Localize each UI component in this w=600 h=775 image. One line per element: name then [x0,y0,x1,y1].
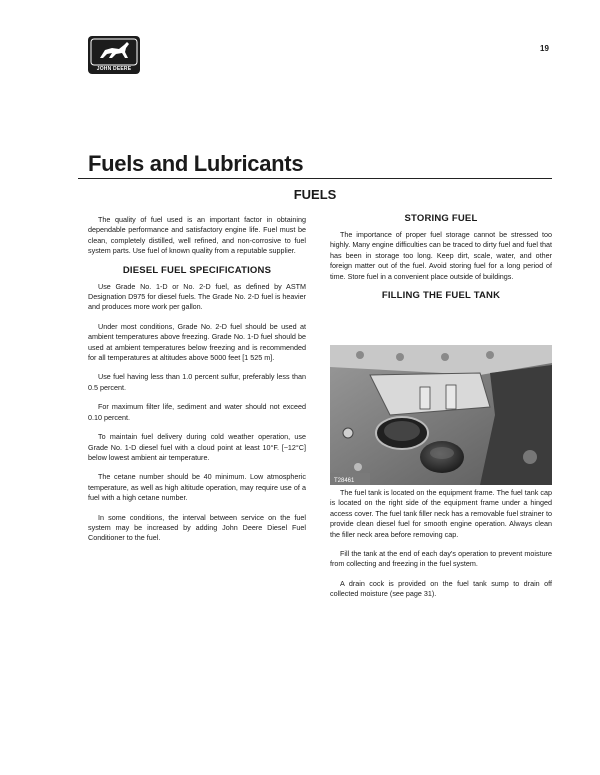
fuel-tank-image [330,345,552,485]
intro-paragraph: The quality of fuel used is an important factor in obtaining dependable performance and satisfactory engine life. Fuel must be clean, completely distilled, well refined, and non-corrosive to fuel system parts. Use fuel of known quality from a reputable supplier. [88,215,306,256]
spec-paragraph-2: Under most conditions, Grade No. 2-D fuel should be used at ambient temperatures above freezing. Grade No. 1-D fuel should be used at ambient temperatures below freezing and is recommended for all temperatures at altitudes above 5000 feet [1 525 m]. [88,321,306,363]
page-title: Fuels and Lubricants [88,151,304,176]
spec-paragraph-7: In some conditions, the interval between service on the fuel system may be increased by adding John Deere Diesel Fuel Conditioner to the fuel. [88,512,306,543]
fuel-tank-photo [330,345,552,485]
title-rule [78,178,552,179]
john-deere-logo [88,36,140,74]
spec-paragraph-4: For maximum filter life, sediment and water should not exceed 0.10 percent. [88,402,306,422]
storing-fuel-paragraph: The importance of proper fuel storage cannot be stressed too highly. Many engine difficulties can be traced to dirty fuel and fuel that has been in storage too long. Keep dirt, scale, water, and other foreign matter out of the fuel. Avoid storing fuel for a long period of time. Store fuel in a convenient place outside of buildings. [330,230,552,281]
diesel-fuel-specifications-heading: DIESEL FUEL SPECIFICATIONS [122,264,272,276]
right-column [330,209,552,301]
spec-paragraph-5: To maintain fuel delivery during cold weather operation, use Grade No. 1-D diesel fuel with a cloud point at least 10°F. [−12°C] below lowest ambient air temperature. [88,432,306,462]
spec-paragraph-1: Use Grade No. 1-D or No. 2-D fuel, as defined by ASTM Designation D975 for diesel fuels. The Grade No. 2-D fuel is heavier and produces more work per gallon. [88,281,306,312]
section-heading: FUELS [293,187,337,202]
right-column-lower [330,488,552,600]
filling-paragraph-1: The fuel tank is located on the equipment frame. The fuel tank cap is located on the right side of the equipment frame under a hinged access cover. The fuel tank filler neck has a removable fuel strainer to provide clean diesel fuel for smooth engine operation. Always clean the filler neck area before removing cap. [330,488,552,539]
page-number: 19 [540,44,549,53]
photo-label: T28461 [334,478,355,484]
spec-paragraph-6: The cetane number should be 40 minimum. Low atmospheric temperature, as well as high altitude operation, may require use of a fuel with a high cetane number. [88,472,306,503]
filling-paragraph-2: Fill the tank at the end of each day's operation to prevent moisture from collecting and freezing in the fuel system. [330,549,552,569]
storing-fuel-heading: STORING FUEL [404,213,478,224]
left-column [88,209,306,544]
filling-fuel-tank-heading: FILLING THE FUEL TANK [381,290,501,302]
logo-text: JOHN DEERE [96,66,132,72]
spec-paragraph-3: Use fuel having less than 1.0 percent sulfur, preferably less than 0.5 percent. [88,372,306,392]
filling-paragraph-3: A drain cock is provided on the fuel tank sump to drain off collected moisture (see page 31). [330,578,552,599]
